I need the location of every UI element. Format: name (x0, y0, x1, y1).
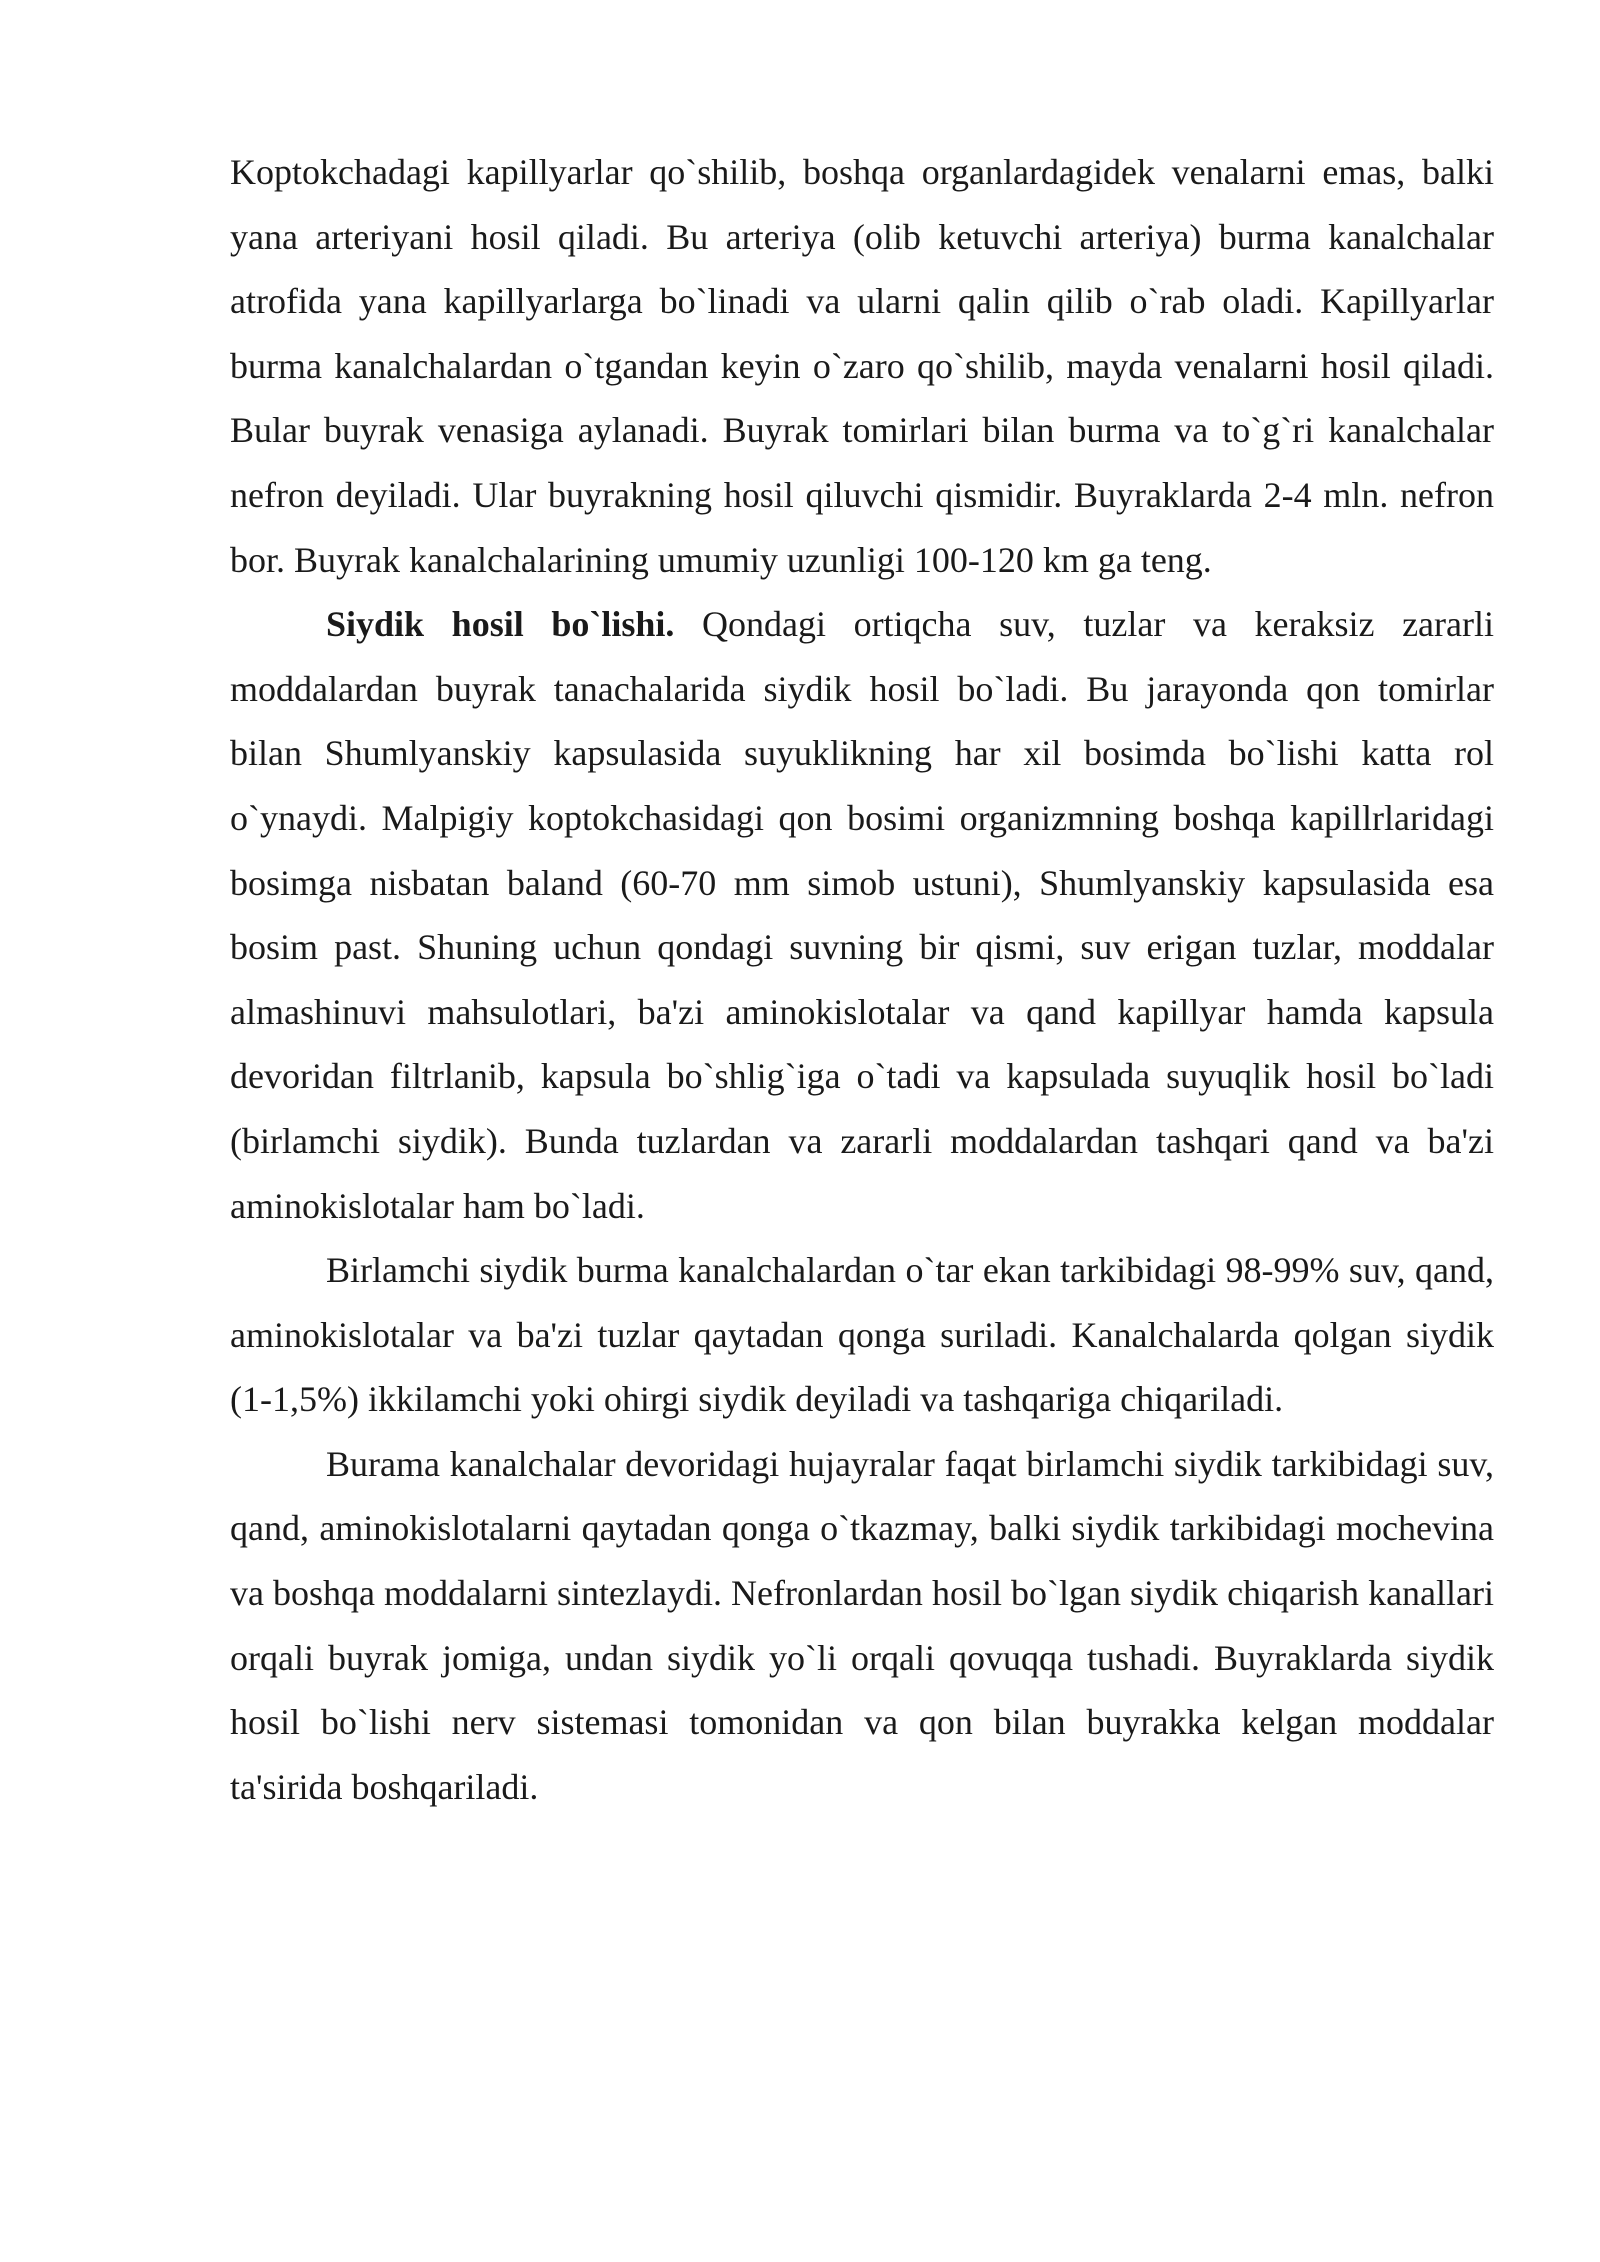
document-body (230, 140, 1494, 1819)
section-heading: Siydik hosil bo`lishi. (326, 604, 675, 645)
paragraph-nephron (230, 140, 1494, 592)
paragraph-text: Qondagi ortiqcha suv, tuzlar va keraksiz zararli moddalardan buyrak tanachalarida siydik hosil bo`ladi. Bu jarayonda qon tomirlar bilan Shumlyanskiy kapsulasida suyuklikning har xil bosimda bo`lishi katta rol o`ynaydi. Malpigiy koptokchasidagi qon bosimi organizmning boshqa kapillrlaridagi bosimga nisbatan baland (60-70 mm simob ustuni), Shumlyanskiy kapsulasida esa bosim past. Shuning uchun qondagi suvning bir qismi, suv erigan tuzlar, moddalar almashinuvi mahsulotlari, ba'zi aminokislotalar va qand kapillyar hamda kapsula devoridan filtrlanib, kapsula bo`shlig`iga o`tadi va kapsulada suyuqlik hosil bo`ladi (birlamchi siydik). Bunda tuzlardan va zararli moddalardan tashqari qand va ba'zi aminokislotalar ham bo`ladi. (230, 604, 1494, 1226)
paragraph-primary-urine (230, 1238, 1494, 1432)
paragraph-text: Birlamchi siydik burma kanalchalardan o`tar ekan tarkibidagi 98-99% suv, qand, aminokislotalar va ba'zi tuzlar qaytadan qonga suriladi. Kanalchalarda qolgan siydik (1-1,5%) ikkilamchi yoki ohirgi siydik deyiladi va tashqariga chiqariladi. (230, 1250, 1494, 1420)
paragraph-tubules (230, 1432, 1494, 1820)
paragraph-text: Burama kanalchalar devoridagi hujayralar faqat birlamchi siydik tarkibidagi suv, qand, aminokislotalarni qaytadan qonga o`tkazmay, balki siydik tarkibidagi mochevina va boshqa moddalarni sintezlaydi. Nefronlardan hosil bo`lgan siydik chiqarish kanallari orqali buyrak jomiga, undan siydik yo`li orqali qovuqqa tushadi. Buyraklarda siydik hosil bo`lishi nerv sistemasi tomonidan va qon bilan buyrakka kelgan moddalar ta'sirida boshqariladi. (230, 1443, 1494, 1807)
paragraph-text: Koptokchadagi kapillyarlar qo`shilib, boshqa organlardagidek venalarni emas, balki yana arteriyani hosil qiladi. Bu arteriya (olib ketuvchi arteriya) burma kanalchalar atrofida yana kapillyarlarga bo`linadi va ularni qalin qilib o`rab oladi. Kapillyarlar burma kanalchalardan o`tgandan keyin o`zaro qo`shilib, mayda venalarni hosil qiladi. Bular buyrak venasiga aylanadi. Buyrak tomirlari bilan burma va to`g`ri kanalchalar nefron deyiladi. Ular buyrakning hosil qiluvchi qismidir. Buyraklarda 2-4 mln. nefron bor. Buyrak kanalchalarining umumiy uzunligi 100-120 km ga teng. (230, 152, 1494, 580)
paragraph-urine-formation (230, 592, 1494, 1238)
